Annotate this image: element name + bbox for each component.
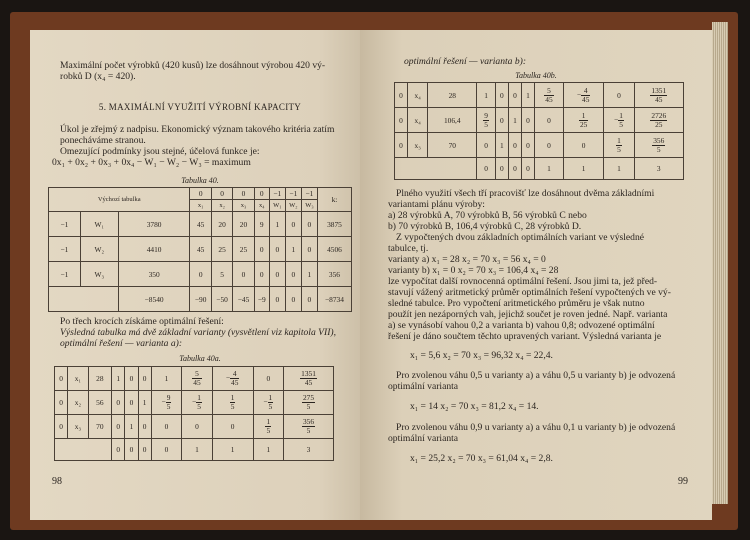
cell: 0 <box>285 212 301 237</box>
cell: 0 <box>269 237 285 262</box>
cell: x₄ <box>408 108 428 133</box>
cell: 28 <box>428 83 477 108</box>
cell: 1 <box>125 415 138 439</box>
cell: − $\frac{4}{45}$ <box>212 367 253 391</box>
table-row <box>395 133 684 158</box>
cell: x₁ <box>68 367 88 391</box>
cell: 0 <box>522 133 535 158</box>
cell: 0 <box>395 133 408 158</box>
cell: 3 <box>634 158 683 180</box>
cell: x₃ <box>408 133 428 158</box>
cell: 9 <box>254 212 269 237</box>
body-line: a) 28 výrobků A, 70 výrobků B, 56 výrobků C nebo <box>388 210 587 221</box>
cell: 0 <box>522 108 535 133</box>
cell: 0 <box>508 158 521 180</box>
cell: 0 <box>522 158 535 180</box>
t40-h4: −1 <box>269 188 285 200</box>
cell: 0 <box>285 287 301 312</box>
cell: 1 <box>285 237 301 262</box>
table-row <box>55 367 334 391</box>
cell: 1 <box>604 158 634 180</box>
table-row <box>55 391 334 415</box>
cell: 0 <box>535 108 564 133</box>
cell: 0 <box>125 439 138 461</box>
cell: 3 <box>284 439 334 461</box>
cell: 0 <box>563 133 603 158</box>
t40-h5: −1 <box>285 188 301 200</box>
cell: $\frac{356}{5}$ <box>284 415 334 439</box>
table-row <box>49 262 352 287</box>
body-line: varianty b) x₁ = 0 x₂ = 70 x₃ = 106,4 x₄ = 28 <box>388 265 559 276</box>
cell: $\frac{1}{5}$ <box>604 133 634 158</box>
cell: $\frac{1}{25}$ <box>563 108 603 133</box>
t40-v6: W₃ <box>301 200 317 212</box>
cell: 0 <box>151 439 182 461</box>
cell: $\frac{1}{5}$ <box>212 391 253 415</box>
cell: 1 <box>535 158 564 180</box>
cell: 1 <box>151 367 182 391</box>
cell: 56 <box>88 391 112 415</box>
cell: 70 <box>428 133 477 158</box>
table-40b-caption: Tabulka 40b. <box>515 71 557 80</box>
cell: $\frac{1351}{45}$ <box>634 83 683 108</box>
cell: 0 <box>269 287 285 312</box>
para-3-line-1: Pro zvolenou váhu 0,9 u varianty a) a váhu 0,1 u varianty b) je odvozená <box>396 422 676 433</box>
cell: 1 <box>182 439 213 461</box>
cell: 0 <box>508 83 521 108</box>
cell: −1 <box>49 237 81 262</box>
cell: 0 <box>495 108 508 133</box>
cell: 1 <box>112 367 125 391</box>
t40-h2: 0 <box>233 188 254 200</box>
page-edges <box>712 22 728 504</box>
cell: x₃ <box>68 415 88 439</box>
cell: 0 <box>138 415 151 439</box>
cell: 0 <box>395 83 408 108</box>
cell: 0 <box>55 415 68 439</box>
cell: − $\frac{1}{5}$ <box>604 108 634 133</box>
body-line: b) 70 výrobků B, 106,4 výrobků C, 28 výrobků D. <box>388 221 582 232</box>
table-row <box>55 415 334 439</box>
t40-k: k: <box>317 188 351 212</box>
cell: −45 <box>233 287 254 312</box>
para-2-line-2: optimální varianta <box>388 381 459 392</box>
cell: 0 <box>301 212 317 237</box>
cell: − $\frac{9}{5}$ <box>151 391 182 415</box>
table-row <box>49 237 352 262</box>
para-3-line-2: optimální varianta <box>388 433 459 444</box>
table-40 <box>48 187 352 312</box>
cell: 0 <box>285 262 301 287</box>
body-line: sledné tabulce. Pro vypočtení aritmetického průměru je však nutno <box>388 298 645 309</box>
left-page <box>30 30 370 520</box>
cell: 0 <box>112 391 125 415</box>
cell: $\frac{275}{5}$ <box>284 391 334 415</box>
cell: 20 <box>233 212 254 237</box>
table-total-row <box>49 287 352 312</box>
table-40b <box>394 82 684 180</box>
cell: 45 <box>190 212 211 237</box>
cell: 70 <box>88 415 112 439</box>
cell: 356 <box>317 262 351 287</box>
cell: 4410 <box>118 237 190 262</box>
section-heading: 5. MAXIMÁLNÍ VYUŽITÍ VÝROBNÍ KAPACITY <box>98 102 302 112</box>
cell: −8734 <box>317 287 351 312</box>
cell: 1 <box>138 391 151 415</box>
table-total-row <box>55 439 334 461</box>
cell: 28 <box>88 367 112 391</box>
cell: 0 <box>151 415 182 439</box>
para-2-line-1: Pro zvolenou váhu 0,5 u varianty a) a váhu 0,5 u varianty b) je odvozená <box>396 370 676 381</box>
cell: 106,4 <box>428 108 477 133</box>
cell: 20 <box>211 212 232 237</box>
cell: 0 <box>138 439 151 461</box>
t40-v0: x₁ <box>190 200 211 212</box>
result-3: x₁ = 25,2 x₂ = 70 x₃ = 61,04 x₄ = 2,8. <box>410 453 553 464</box>
cell: $\frac{5}{45}$ <box>535 83 564 108</box>
cell: 0 <box>55 391 68 415</box>
cell: 1 <box>301 262 317 287</box>
cell: 0 <box>254 262 269 287</box>
cell: 0 <box>508 133 521 158</box>
t40-h1: 0 <box>211 188 232 200</box>
body-line: Z vypočtených dvou základních optimálních variant ve výsledné <box>396 232 645 243</box>
cell: 0 <box>604 83 634 108</box>
table-row <box>395 83 684 108</box>
cell: 0 <box>182 415 213 439</box>
body-line: stavují vážený aritmetický průměr optimálních řešení vypočtených ve vý- <box>388 287 671 298</box>
cell: 0 <box>253 367 284 391</box>
cell: 1 <box>522 83 535 108</box>
cell: −1 <box>49 212 81 237</box>
cell: 1 <box>269 212 285 237</box>
cell: 0 <box>301 287 317 312</box>
body-line: lze vypočítat další rovnocenná optimální řešení. Jsou jimi ta, jež před- <box>388 276 658 287</box>
cell: 3780 <box>118 212 190 237</box>
cell: − $\frac{1}{5}$ <box>182 391 213 415</box>
cell: 45 <box>190 237 211 262</box>
cell: 0 <box>112 439 125 461</box>
t40-v4: W₁ <box>269 200 285 212</box>
table-row <box>395 108 684 133</box>
t40-v1: x₂ <box>211 200 232 212</box>
cell: 3875 <box>317 212 351 237</box>
cell: 350 <box>118 262 190 287</box>
cell: 1 <box>212 439 253 461</box>
cell: 0 <box>477 133 496 158</box>
t40-v5: W₂ <box>285 200 301 212</box>
cell: 1 <box>495 133 508 158</box>
constraints-line: Omezující podmínky jsou stejné, účelová funkce je: <box>60 146 260 157</box>
cell: 0 <box>190 262 211 287</box>
cell: 25 <box>233 237 254 262</box>
cell: $\frac{356}{5}$ <box>634 133 683 158</box>
body-line: Plného využití všech tří pracovišť lze dosáhnout dvěma základními <box>396 188 655 199</box>
after-line-2: Výsledná tabulka má dvě základní varianty (vysvětlení viz kapitola VII), <box>60 327 337 338</box>
cell: − $\frac{1}{5}$ <box>253 391 284 415</box>
cell: 0 <box>212 415 253 439</box>
body-line: varianty a) x₁ = 28 x₂ = 70 x₃ = 56 x₄ = 0 <box>388 254 546 265</box>
cell: 0 <box>495 158 508 180</box>
cell: −90 <box>190 287 211 312</box>
table-40-caption: Tabulka 40. <box>181 176 219 185</box>
cell: 0 <box>254 237 269 262</box>
cell: 0 <box>55 367 68 391</box>
cell: 4506 <box>317 237 351 262</box>
cell: $\frac{9}{5}$ <box>477 108 496 133</box>
task-line-2: ponecháváme stranou. <box>60 135 146 146</box>
body-line: a) se vynásobí vahou 0,2 a varianta b) vahou 0,8; odvozené optimální <box>388 320 655 331</box>
right-page <box>360 30 712 520</box>
table-40-label: Výchozí tabulka <box>49 188 190 212</box>
cell: 0 <box>269 262 285 287</box>
t40-v3: x₄ <box>254 200 269 212</box>
cell: 0 <box>301 237 317 262</box>
body-line: řešení je dáno součtem těchto upravených variant. Výsledná varianta je <box>388 331 662 342</box>
cell: x₄ <box>408 83 428 108</box>
cell: 0 <box>395 108 408 133</box>
cell: 0 <box>535 133 564 158</box>
cell: 1 <box>508 108 521 133</box>
table-total-row <box>395 158 684 180</box>
t40-v2: x₃ <box>233 200 254 212</box>
variant-b-line: optimální řešení — varianta b): <box>404 56 527 67</box>
cell: $\frac{1351}{45}$ <box>284 367 334 391</box>
cell: 1 <box>253 439 284 461</box>
t40-h0: 0 <box>190 188 211 200</box>
task-line-1: Úkol je zřejmý z nadpisu. Ekonomický význam takového kritéria zatím <box>60 124 335 135</box>
cell: 0 <box>112 415 125 439</box>
cell: W₁ <box>80 212 118 237</box>
cell: 25 <box>211 237 232 262</box>
after-line-3: optimální řešení — varianta a): <box>60 338 183 349</box>
t40-h6: −1 <box>301 188 317 200</box>
body-line: variantami plánu výroby: <box>388 199 485 210</box>
result-2: x₁ = 14 x₂ = 70 x₃ = 81,2 x₄ = 14. <box>410 401 539 412</box>
cell: 1 <box>477 83 496 108</box>
body-line: tabulce, tj. <box>388 243 429 254</box>
cell: 0 <box>125 367 138 391</box>
intro-line-1: Maximální počet výrobků (420 kusů) lze dosáhnout výrobou 420 vý- <box>60 60 326 71</box>
objective-formula: 0x₁ + 0x₂ + 0x₃ + 0x₄ − W₁ − W₂ − W₃ = maximum <box>52 157 251 168</box>
cell: W₃ <box>80 262 118 287</box>
table-40a-caption: Tabulka 40a. <box>179 354 221 363</box>
cell: 0 <box>233 262 254 287</box>
cell: $\frac{1}{5}$ <box>253 415 284 439</box>
table-40a <box>54 366 334 461</box>
cell: −9 <box>254 287 269 312</box>
cell: x₂ <box>68 391 88 415</box>
cell: 1 <box>563 158 603 180</box>
cell: − $\frac{4}{45}$ <box>563 83 603 108</box>
intro-line-2: robků D (x₄ = 420). <box>60 71 136 82</box>
cell: $\frac{5}{45}$ <box>182 367 213 391</box>
cell: $\frac{2726}{25}$ <box>634 108 683 133</box>
page-number-right: 99 <box>678 476 688 487</box>
t40-h3: 0 <box>254 188 269 200</box>
cell: −1 <box>49 262 81 287</box>
cell: −50 <box>211 287 232 312</box>
cell: 0 <box>495 83 508 108</box>
table-row <box>49 212 352 237</box>
cell: 5 <box>211 262 232 287</box>
cell: W₂ <box>80 237 118 262</box>
result-1: x₁ = 5,6 x₂ = 70 x₃ = 96,32 x₄ = 22,4. <box>410 350 553 361</box>
after-line-1: Po třech krocích získáme optimální řešení: <box>60 316 224 327</box>
cell: 0 <box>477 158 496 180</box>
cell: −8540 <box>118 287 190 312</box>
body-line: použít jen nezáporných vah, jejichž součet je roven jedné. Např. varianta <box>388 309 668 320</box>
cell: 0 <box>138 367 151 391</box>
cell: 0 <box>125 391 138 415</box>
page-number-left: 98 <box>52 476 62 487</box>
